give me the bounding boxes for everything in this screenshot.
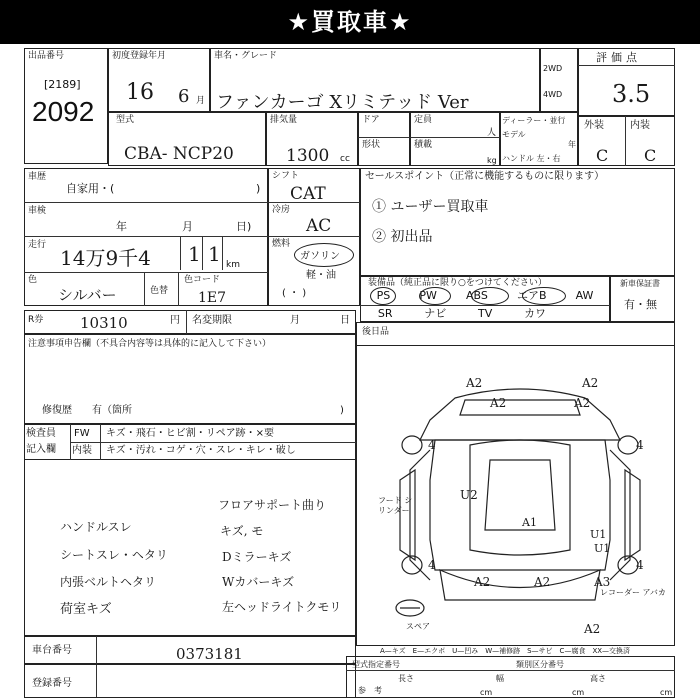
chassis-value: 0373181 bbox=[176, 645, 243, 663]
int-row-label: 内装 bbox=[72, 445, 92, 456]
aircon-value: AC bbox=[306, 216, 332, 236]
remark-left-3: 荷室キズ bbox=[60, 602, 112, 617]
reg-month: 6 bbox=[178, 86, 190, 107]
remark-left-1: シートスレ・ヘタリ bbox=[60, 548, 168, 562]
ref-cm3: cm bbox=[660, 688, 673, 697]
car-name: ファンカーゴ Xリミテッド Ver bbox=[216, 92, 469, 113]
warranty-value: 有・無 bbox=[624, 298, 657, 311]
registration-label: 登録番号 bbox=[32, 678, 72, 689]
class-label: 類別区分番号 bbox=[516, 660, 564, 669]
ref-label: 参 考 bbox=[358, 686, 382, 695]
repair-label: 修復歴 有（箇所 bbox=[42, 405, 132, 416]
equip-ps: PS bbox=[376, 289, 391, 302]
remark-left-2: 内張ベルトヘタリ bbox=[60, 575, 157, 589]
mark-a2-rear-center: A2 bbox=[534, 575, 551, 589]
recycle-label: R券 bbox=[28, 315, 44, 325]
mileage-digit: 1 bbox=[188, 242, 201, 266]
damage-legend: A—キズ E—エクボ U—凹み W—補修跡 S—サビ C—腐食 XX—交換済 bbox=[380, 647, 631, 655]
mark-a2-front-left: A2 bbox=[490, 396, 507, 410]
equip-leather: カワ bbox=[524, 307, 547, 320]
deadline-label: 名変期限 bbox=[192, 315, 232, 326]
fuel-label: 燃料 bbox=[272, 239, 291, 249]
sales-line2: ② 初出品 bbox=[372, 229, 433, 245]
ext-label: 外装 bbox=[584, 120, 604, 131]
load-label: 積載 bbox=[414, 140, 433, 150]
notes-label: 注意事項申告欄（不具合内容等は具体的に記入して下さい） bbox=[28, 339, 272, 349]
color-value: シルバー bbox=[58, 286, 117, 304]
history-label: 車歴 bbox=[28, 172, 47, 182]
recycle-value: 10310 bbox=[80, 314, 128, 332]
sales-label: セールスポイント（正常に機能するものに限ります） bbox=[365, 171, 605, 182]
recycle-yen: 円 bbox=[170, 315, 180, 326]
shift-value: CAT bbox=[290, 184, 326, 204]
type-label: 型式 bbox=[116, 115, 135, 125]
mileage-value: 14万9千4 bbox=[60, 246, 151, 270]
mark-u1-right: U1 bbox=[590, 528, 607, 541]
name-label: 車名・グレード bbox=[214, 51, 278, 61]
inspection-month: 月 bbox=[182, 220, 193, 233]
reg-year: 16 bbox=[126, 80, 154, 105]
remark-right-1: キズ, モ bbox=[220, 524, 264, 538]
mileage-unit: km bbox=[226, 260, 240, 270]
year-unit: 年 bbox=[568, 140, 576, 149]
ref-width: 幅 bbox=[496, 674, 504, 683]
recycle-row bbox=[24, 310, 356, 334]
equip-airbag: エアB bbox=[516, 289, 547, 302]
int-items: キズ・汚れ・コゲ・穴・スレ・キレ・破し bbox=[106, 445, 296, 456]
type-value: CBA- NCP20 bbox=[124, 144, 234, 164]
capacity-label: 定員 bbox=[414, 115, 433, 125]
spare-label: スペア bbox=[406, 622, 430, 631]
disp-value: 1300 bbox=[286, 146, 330, 166]
reg-label: 初度登録年月 bbox=[112, 51, 167, 61]
wheel-fl: 4 bbox=[428, 438, 436, 452]
mark-a2-rear-left: A2 bbox=[474, 575, 491, 589]
int-value: C bbox=[644, 146, 657, 165]
mark-a2-bottom-right: A2 bbox=[584, 622, 601, 636]
disp-unit: cc bbox=[340, 154, 350, 164]
model-label: モデル bbox=[502, 130, 526, 139]
drive-4wd: 4WD bbox=[543, 90, 563, 99]
inspection-day: 日) bbox=[236, 220, 252, 233]
mark-a2-front-right: A2 bbox=[574, 396, 591, 410]
mark-a2-top-right: A2 bbox=[582, 376, 599, 390]
inspection-label: 車検 bbox=[28, 206, 47, 216]
mark-a2-top-left: A2 bbox=[466, 376, 483, 390]
deadline-day: 日 bbox=[340, 315, 350, 326]
registration-row bbox=[24, 664, 356, 698]
mark-ua1-roof: A1 bbox=[522, 516, 537, 529]
score-label: 評価点 bbox=[596, 51, 641, 64]
aircon-label: 冷房 bbox=[272, 205, 291, 215]
lot-number: 2092 bbox=[32, 96, 95, 127]
equip-abs: ABS bbox=[465, 289, 488, 302]
sales-block bbox=[360, 168, 675, 276]
capacity-unit: 人 bbox=[487, 128, 497, 138]
ref-length: 長さ bbox=[398, 674, 414, 683]
remark-right-0: フロアサポート曲り bbox=[218, 498, 327, 512]
remark-left-0: ハンドルスレ bbox=[60, 520, 132, 534]
wheel-rl: 4 bbox=[428, 558, 436, 572]
ref-cm2: cm bbox=[572, 688, 585, 697]
deadline-month: 月 bbox=[290, 315, 300, 326]
fw-items: キズ・飛石・ヒビ割・リペア跡・×要 bbox=[106, 428, 274, 439]
mark-a3-right: A3 bbox=[594, 575, 611, 589]
buyout-banner: ★買取車★ bbox=[0, 0, 700, 44]
mark-ua2-left: U2 bbox=[460, 488, 478, 502]
repair-close: ) bbox=[340, 405, 344, 416]
color-label: 色 bbox=[28, 275, 38, 285]
mileage-label: 走行 bbox=[28, 240, 47, 250]
equip-sr: SR bbox=[377, 307, 393, 320]
shift-label: シフト bbox=[272, 171, 300, 181]
int-label: 内装 bbox=[630, 120, 650, 131]
fuel-gas: ガソリン bbox=[300, 251, 340, 262]
right-note: レコーダー アバカ bbox=[600, 588, 666, 597]
warranty-label: 新車保証書 bbox=[620, 279, 660, 288]
color-code-label: 色コード bbox=[184, 275, 221, 285]
lot-code: [2189] bbox=[44, 78, 81, 91]
equipment-label: 装備品（純正品に限り○をつけてください） bbox=[368, 278, 547, 288]
color-code-value: 1E7 bbox=[198, 290, 227, 306]
score-value: 3.5 bbox=[612, 80, 651, 108]
history-value: 自家用・( bbox=[66, 182, 115, 195]
ext-value: C bbox=[596, 146, 609, 165]
remark-right-4: 左ヘッドライトクモリ bbox=[222, 600, 342, 614]
equip-navi: ナビ bbox=[424, 307, 447, 320]
fw-label: FW bbox=[74, 428, 90, 439]
ref-height: 高さ bbox=[590, 674, 606, 683]
rear-block bbox=[356, 322, 675, 346]
lot-label: 出品番号 bbox=[28, 51, 65, 61]
dealer-label: ディーラー・並行 bbox=[502, 116, 566, 125]
fuel-diesel: 軽・油 bbox=[306, 270, 336, 281]
shape-label: 形状 bbox=[362, 140, 381, 150]
door-label: ドア bbox=[362, 115, 380, 125]
drive-2wd: 2WD bbox=[543, 64, 563, 73]
inspector-label1: 検査員 bbox=[26, 428, 56, 439]
inspector-label2: 記入欄 bbox=[26, 444, 56, 455]
wheel-rr: 4 bbox=[636, 558, 644, 572]
mileage-end: 1 bbox=[208, 242, 221, 266]
equip-pw: PW bbox=[419, 289, 437, 302]
equip-tv: TV bbox=[478, 307, 493, 320]
drive-cell bbox=[540, 48, 578, 112]
sales-line1: ① ユーザー買取車 bbox=[372, 199, 489, 215]
remark-right-2: Dミラーキズ bbox=[222, 550, 292, 564]
fuel-paren: ( ・ ) bbox=[282, 288, 307, 299]
inspection-year: 年 bbox=[116, 220, 127, 233]
wheel-fr: 4 bbox=[636, 438, 644, 452]
remark-right-3: Wカバーキズ bbox=[222, 575, 295, 589]
ref-cm1: cm bbox=[480, 688, 493, 697]
equipment-row2 bbox=[362, 307, 562, 321]
chassis-label: 車台番号 bbox=[32, 645, 72, 656]
type-cert-label: 型式指定番号 bbox=[352, 660, 400, 669]
repaint-label: 色替 bbox=[150, 286, 169, 296]
reg-month-unit: 月 bbox=[196, 96, 206, 106]
rear-label: 後日品 bbox=[362, 327, 390, 337]
mark-u1-right2: U1 bbox=[594, 542, 611, 555]
disp-label: 排気量 bbox=[270, 115, 298, 125]
history-close: ) bbox=[256, 182, 261, 195]
equip-aw: AW bbox=[575, 289, 594, 302]
handle-label: ハンドル 左・右 bbox=[502, 154, 561, 163]
side-note: フード シリンダー bbox=[378, 496, 413, 515]
load-unit: kg bbox=[487, 156, 497, 165]
